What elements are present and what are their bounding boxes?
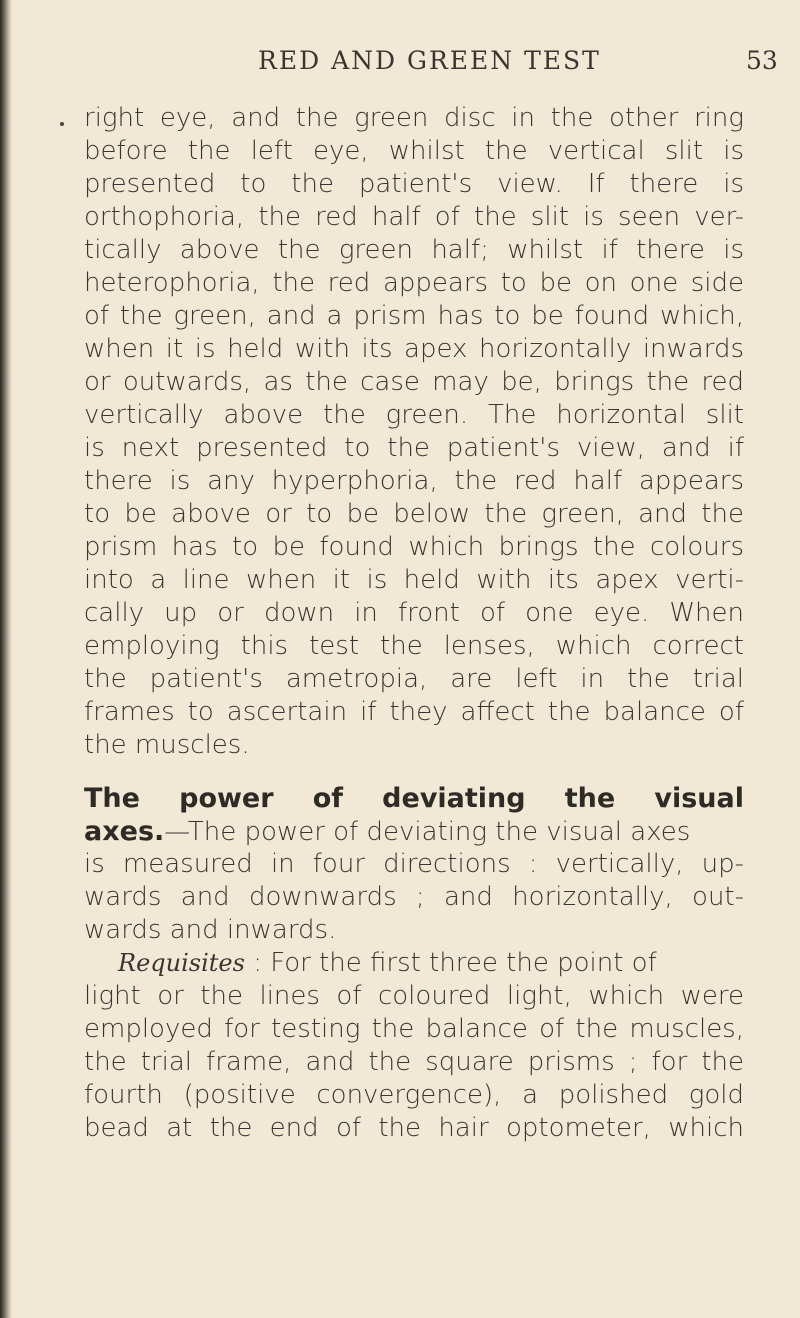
running-title: RED AND GREEN TEST	[258, 46, 601, 75]
text-line: before the left eye, whilst the vertical slit is	[84, 136, 744, 166]
section-lead-text: —The power of deviating the visual axes	[164, 817, 691, 847]
page-number: 53	[746, 46, 778, 75]
text-line: vertically above the green. The horizontal slit	[84, 400, 744, 430]
text-line: frames to ascertain if they affect the balance of	[84, 697, 744, 727]
text-line: into a line when it is held with its apex verti-	[84, 565, 744, 595]
requisites-label: Requisites	[118, 949, 245, 977]
text-line: the muscles.	[84, 730, 250, 760]
text-line: light or the lines of coloured light, which were	[84, 981, 744, 1011]
text-line: fourth (positive convergence), a polished gold	[84, 1080, 744, 1110]
text-line: or outwards, as the case may be, brings the red	[84, 367, 744, 397]
text-line: the trial frame, and the square prisms ; for the	[84, 1047, 744, 1077]
text-line: prism has to be found which brings the colours	[84, 532, 744, 562]
text-line: employing this test the lenses, which correct	[84, 631, 744, 661]
running-head	[0, 46, 800, 86]
text-line: is next presented to the patient's view, and if	[84, 433, 744, 463]
text-line	[84, 815, 744, 848]
paragraph-1	[84, 102, 744, 762]
text-line: wards and downwards ; and horizontally, out-	[84, 882, 744, 912]
text-line: of the green, and a prism has to be found which,	[84, 301, 744, 331]
text-line: heterophoria, the red appears to be on one side	[84, 268, 744, 298]
text-line: presented to the patient's view. If there is	[84, 169, 744, 199]
text-line: when it is held with its apex horizontally inwards	[84, 334, 744, 364]
body-text	[84, 102, 744, 1145]
section-power-of-deviating	[84, 782, 744, 947]
text-line: wards and inwards.	[84, 915, 337, 945]
margin-mark	[60, 122, 64, 126]
text-line: right eye, and the green disc in the other ring	[84, 103, 744, 133]
text-line	[84, 947, 744, 980]
paragraph-requisites	[84, 947, 744, 1145]
text-line: tically above the green half; whilst if there is	[84, 235, 744, 265]
text-line: to be above or to be below the green, and the	[84, 499, 744, 529]
text-line: there is any hyperphoria, the red half appears	[84, 466, 744, 496]
text-line: the patient's ametropia, are left in the trial	[84, 664, 744, 694]
requisites-text: : For the first three the point of	[244, 948, 657, 978]
text-line: cally up or down in front of one eye. When	[84, 598, 744, 628]
section-heading-continued: axes.	[84, 816, 165, 847]
section-heading: The power of deviating the visual	[84, 783, 744, 814]
text-line: orthophoria, the red half of the slit is seen ver-	[84, 202, 744, 232]
text-line: employed for testing the balance of the muscles,	[84, 1014, 744, 1044]
text-line: bead at the end of the hair optometer, which	[84, 1113, 744, 1143]
paragraph-gap	[84, 762, 744, 782]
text-line: is measured in four directions : vertically, up-	[84, 849, 744, 879]
